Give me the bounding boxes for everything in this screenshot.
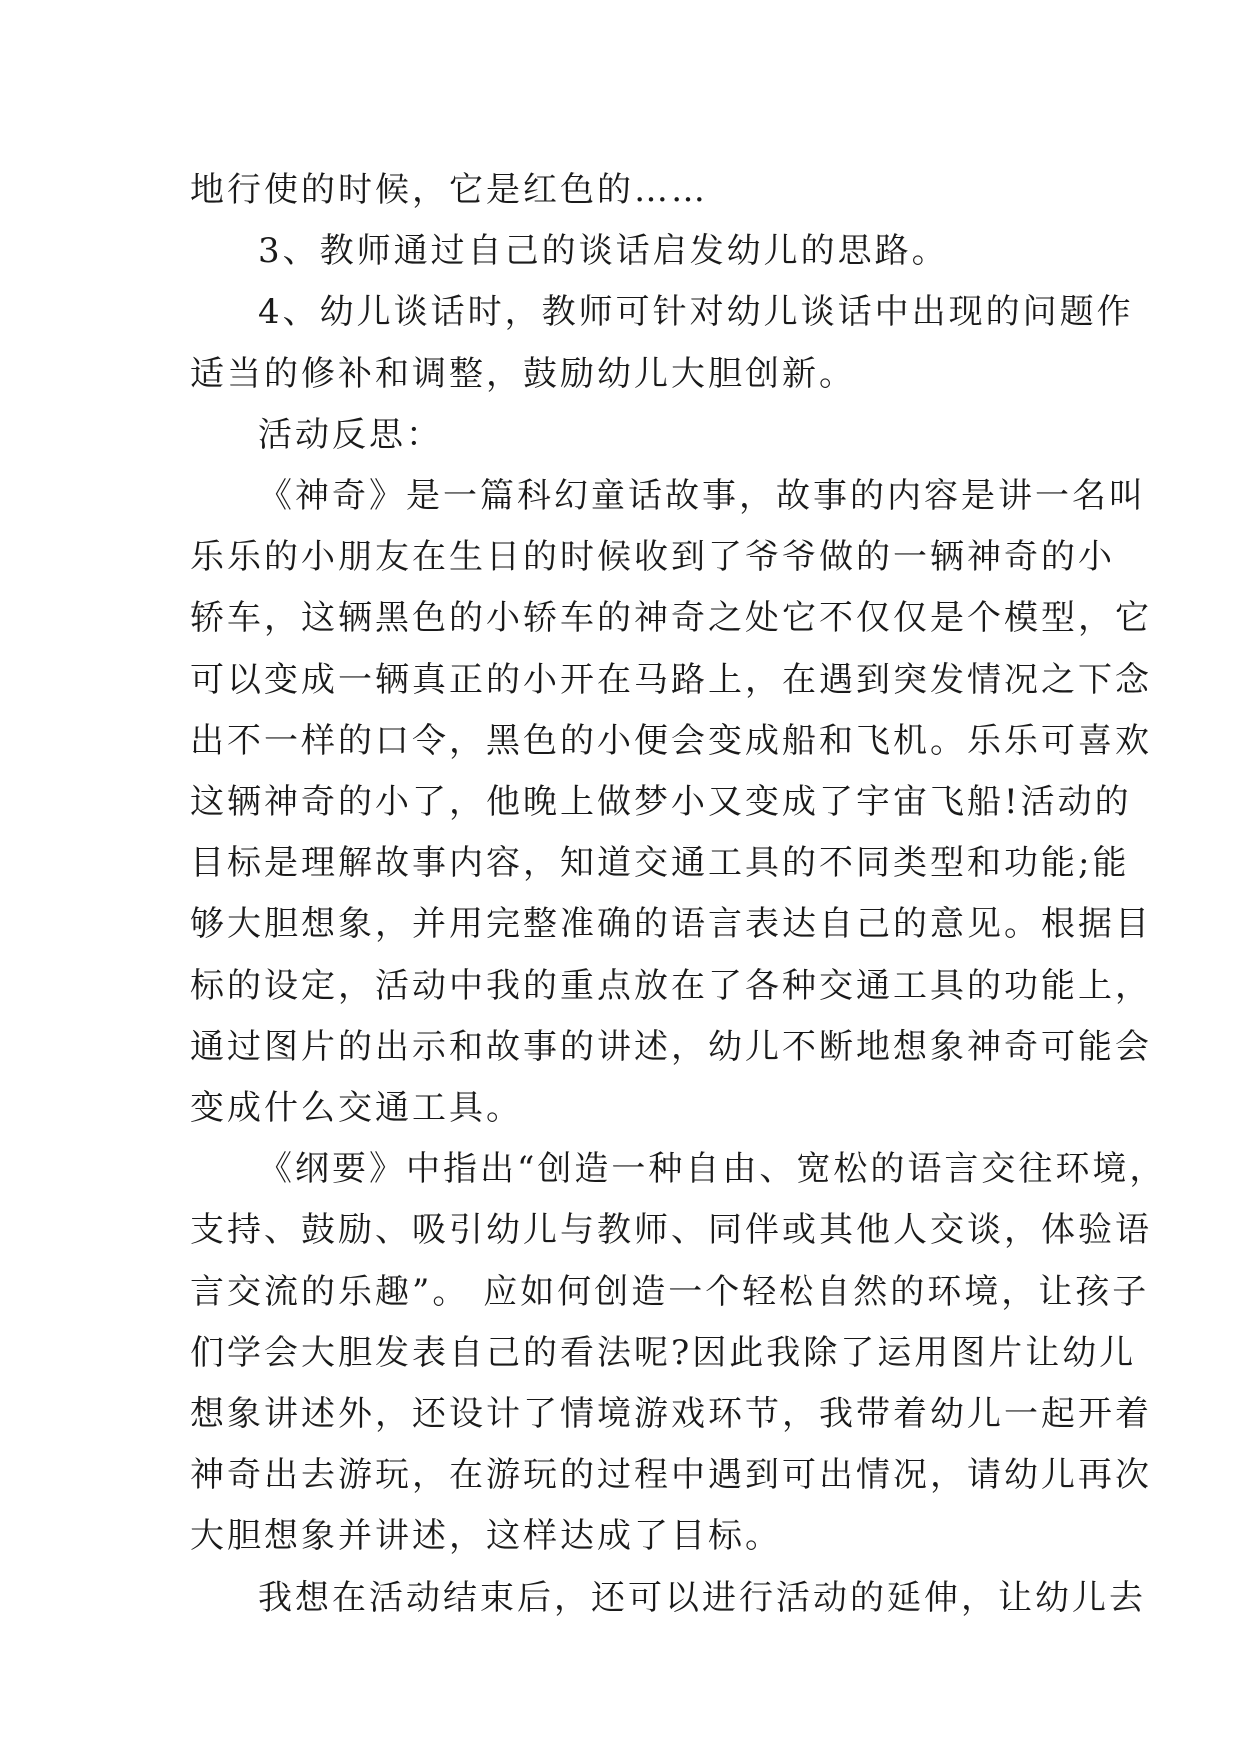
text-line: 可以变成一辆真正的小开在马路上，在遇到突发情况之下念 [190, 659, 1152, 700]
text-line: 言交流的乐趣”。 应如何创造一个轻松自然的环境，让孩子 [190, 1271, 1150, 1312]
text-line: 标的设定，活动中我的重点放在了各种交通工具的功能上， [190, 965, 1152, 1006]
text-line: 们学会大胆发表自己的看法呢?因此我除了运用图片让幼儿 [190, 1332, 1137, 1373]
document-body [190, 160, 1167, 1629]
paragraph-1 [190, 160, 1060, 221]
text-line: 4、幼儿谈话时，教师可针对幼儿谈话中出现的问题作 [258, 292, 1134, 333]
text-line: 适当的修补和调整，鼓励幼儿大胆创新。 [190, 353, 856, 394]
text-line: 支持、鼓励、吸引幼儿与教师、同伴或其他人交谈，体验语 [190, 1210, 1152, 1251]
text-line: 我想在活动结束后，还可以进行活动的延伸，让幼儿去 [258, 1577, 1146, 1618]
text-line: 活动反思： [258, 414, 443, 455]
text-line: 够大胆想象，并用完整准确的语言表达自己的意见。根据目 [190, 904, 1152, 945]
text-line: 地行使的时候，它是红色的…… [190, 170, 708, 210]
text-line: 大胆想象并讲述，这样达成了目标。 [190, 1516, 782, 1557]
text-line: 想象讲述外，还设计了情境游戏环节，我带着幼儿一起开着 [190, 1394, 1152, 1435]
paragraph-reflection-1 [190, 466, 1152, 1139]
paragraph-reflection-2 [190, 1139, 1167, 1567]
text-line: 目标是理解故事内容，知道交通工具的不同类型和功能;能 [190, 843, 1130, 884]
text-line: 出不一样的口令，黑色的小便会变成船和飞机。乐乐可喜欢 [190, 720, 1152, 761]
text-line: 《纲要》中指出“创造一种自由、宽松的语言交往环境， [258, 1149, 1167, 1190]
section-heading-reflection [190, 405, 1060, 466]
text-line: 3、教师通过自己的谈话启发幼儿的思路。 [258, 231, 949, 272]
text-line: 变成什么交通工具。 [190, 1088, 523, 1129]
text-line: 这辆神奇的小了，他晚上做梦小又变成了宇宙飞船!活动的 [190, 782, 1132, 823]
paragraph-reflection-3 [190, 1568, 1146, 1629]
text-line: 神奇出去游玩，在游玩的过程中遇到可出情况，请幼儿再次 [190, 1455, 1152, 1496]
text-line: 乐乐的小朋友在生日的时候收到了爷爷做的一辆神奇的小 [190, 537, 1115, 578]
text-line: 通过图片的出示和故事的讲述，幼儿不断地想象神奇可能会 [190, 1026, 1152, 1067]
text-line: 轿车，这辆黑色的小轿车的神奇之处它不仅仅是个模型，它 [190, 598, 1152, 639]
paragraph-3 [190, 282, 1134, 404]
text-line: 《神奇》是一篇科幻童话故事，故事的内容是讲一名叫 [258, 476, 1146, 517]
paragraph-2 [190, 221, 1060, 282]
